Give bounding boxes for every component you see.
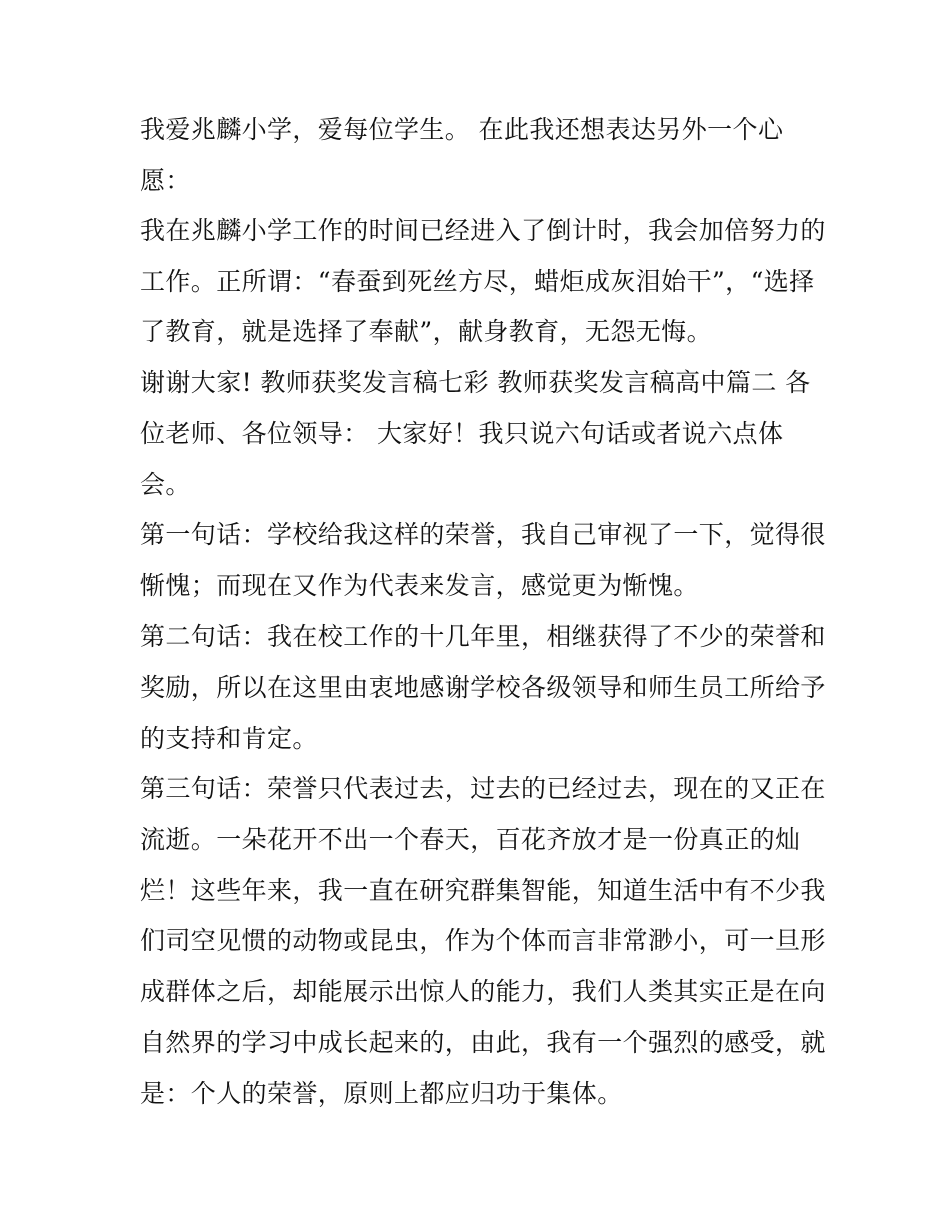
text-line: 谢谢大家! 教师获奖发言稿七彩 教师获奖发言稿高中篇二 各 [140,368,811,397]
text-line: 第一句话：学校给我这样的荣誉，我自己审视了一下，觉得很 [140,520,826,549]
text-line: 我爱兆麟小学，爱每位学生。 在此我还想表达另外一个心 [140,115,784,144]
text-line: 烂！这些年来，我一直在研究群集智能，知道生活中有不少我 [140,876,826,905]
text-line: 位老师、各位领导： 大家好！我只说六句话或者说六点体 [140,419,784,448]
text-line: 的支持和肯定。 [140,724,318,753]
text-line: 成群体之后，却能展示出惊人的能力，我们人类其实正是在向 [140,977,826,1006]
text-line: 工作。正所谓：“春蚕到死丝方尽，蜡炬成灰泪始干”，“选择 [140,267,815,296]
text-line: 奖励，所以在这里由衷地感谢学校各级领导和师生员工所给予 [140,673,826,702]
text-line: 愿： [140,166,191,195]
text-line: 惭愧；而现在又作为代表来发言，感觉更为惭愧。 [140,571,699,600]
text-line: 了教育，就是选择了奉献”，献身教育，无怨无悔。 [140,317,712,346]
text-line: 我在兆麟小学工作的时间已经进入了倒计时，我会加倍努力的 [140,216,826,245]
text-line: 自然界的学习中成长起来的，由此，我有一个强烈的感受，就 [140,1028,826,1057]
text-line: 流逝。一朵花开不出一个春天，百花齐放才是一份真正的灿 [140,825,801,854]
text-line: 们司空见惯的动物或昆虫，作为个体而言非常渺小，可一旦形 [140,926,826,955]
text-line: 会。 [140,470,191,499]
text-line: 是：个人的荣誉，原则上都应归功于集体。 [140,1079,623,1108]
text-line: 第三句话：荣誉只代表过去，过去的已经过去，现在的又正在 [140,774,826,803]
text-line: 第二句话：我在校工作的十几年里，相继获得了不少的荣誉和 [140,622,826,651]
